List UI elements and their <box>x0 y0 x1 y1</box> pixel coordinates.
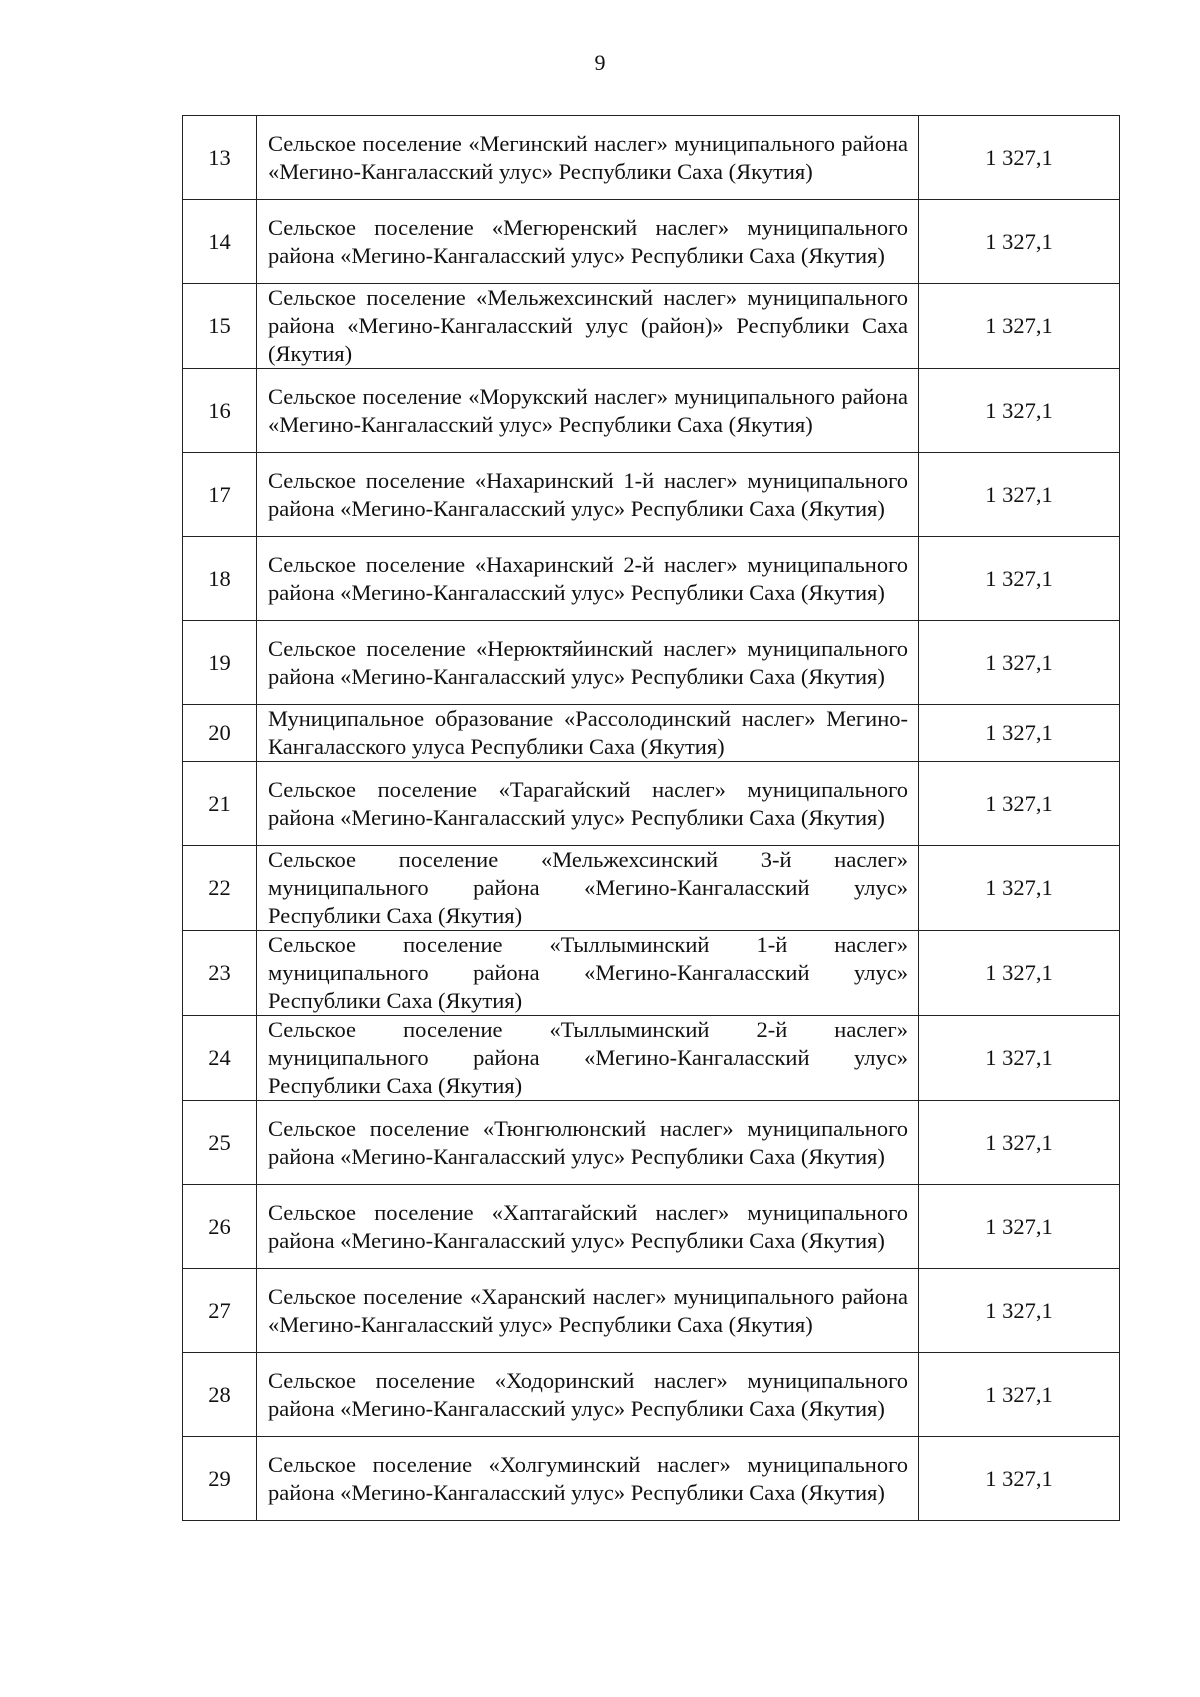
municipality-name: Сельское поселение «Тарагайский наслег» муниципального района «Мегино-Кангаласский улус» Республики Саха (Якутия) <box>257 762 919 846</box>
table-row <box>183 705 1120 762</box>
row-number: 24 <box>183 1016 257 1101</box>
table-row <box>183 369 1120 453</box>
municipality-name: Сельское поселение «Харанский наслег» муниципального района «Мегино-Кангаласский улус» Республики Саха (Якутия) <box>257 1269 919 1353</box>
amount-value: 1 327,1 <box>919 931 1120 1016</box>
table-row <box>183 762 1120 846</box>
table-row <box>183 284 1120 369</box>
amount-value: 1 327,1 <box>919 200 1120 284</box>
municipality-name: Сельское поселение «Ходоринский наслег» муниципального района «Мегино-Кангаласский улус» Республики Саха (Якутия) <box>257 1353 919 1437</box>
municipality-name: Сельское поселение «Хаптагайский наслег» муниципального района «Мегино-Кангаласский улус» Республики Саха (Якутия) <box>257 1185 919 1269</box>
row-number: 26 <box>183 1185 257 1269</box>
table-row <box>183 621 1120 705</box>
table-row <box>183 116 1120 200</box>
municipality-name: Сельское поселение «Морукский наслег» муниципального района «Мегино-Кангаласский улус» Республики Саха (Якутия) <box>257 369 919 453</box>
amount-value: 1 327,1 <box>919 369 1120 453</box>
row-number: 18 <box>183 537 257 621</box>
table-row <box>183 846 1120 931</box>
amount-value: 1 327,1 <box>919 537 1120 621</box>
table-body <box>183 116 1120 1521</box>
row-number: 28 <box>183 1353 257 1437</box>
table-row <box>183 537 1120 621</box>
amount-value: 1 327,1 <box>919 1101 1120 1185</box>
amount-value: 1 327,1 <box>919 284 1120 369</box>
page-number: 9 <box>594 50 606 75</box>
table-row <box>183 1437 1120 1521</box>
municipality-name: Сельское поселение «Тыллыминский 1-й наслег» муниципального района «Мегино-Кангаласский улус» Республики Саха (Якутия) <box>257 931 919 1016</box>
municipality-name: Сельское поселение «Тыллыминский 2-й наслег» муниципального района «Мегино-Кангаласский улус» Республики Саха (Якутия) <box>257 1016 919 1101</box>
amount-value: 1 327,1 <box>919 621 1120 705</box>
amount-value: 1 327,1 <box>919 1269 1120 1353</box>
table-row <box>183 931 1120 1016</box>
row-number: 17 <box>183 453 257 537</box>
municipality-name: Сельское поселение «Тюнгюлюнский наслег» муниципального района «Мегино-Кангаласский улус» Республики Саха (Якутия) <box>257 1101 919 1185</box>
municipality-name: Сельское поселение «Нерюктяйинский наслег» муниципального района «Мегино-Кангаласский улус» Республики Саха (Якутия) <box>257 621 919 705</box>
municipality-name: Муниципальное образование «Рассолодинский наслег» Мегино-Кангаласского улуса Республики Саха (Якутия) <box>257 705 919 762</box>
row-number: 21 <box>183 762 257 846</box>
row-number: 14 <box>183 200 257 284</box>
municipality-name: Сельское поселение «Холгуминский наслег» муниципального района «Мегино-Кангаласский улус» Республики Саха (Якутия) <box>257 1437 919 1521</box>
table-row <box>183 1185 1120 1269</box>
table-row <box>183 1269 1120 1353</box>
municipality-name: Сельское поселение «Мегинский наслег» муниципального района «Мегино-Кангаласский улус» Республики Саха (Якутия) <box>257 116 919 200</box>
row-number: 13 <box>183 116 257 200</box>
amount-value: 1 327,1 <box>919 1016 1120 1101</box>
amount-value: 1 327,1 <box>919 1437 1120 1521</box>
row-number: 25 <box>183 1101 257 1185</box>
row-number: 15 <box>183 284 257 369</box>
row-number: 16 <box>183 369 257 453</box>
row-number: 23 <box>183 931 257 1016</box>
row-number: 22 <box>183 846 257 931</box>
amount-value: 1 327,1 <box>919 705 1120 762</box>
table-row <box>183 1016 1120 1101</box>
municipality-name: Сельское поселение «Нахаринский 1-й наслег» муниципального района «Мегино-Кангаласский улус» Республики Саха (Якутия) <box>257 453 919 537</box>
amount-value: 1 327,1 <box>919 762 1120 846</box>
table-row <box>183 453 1120 537</box>
row-number: 19 <box>183 621 257 705</box>
row-number: 27 <box>183 1269 257 1353</box>
amount-value: 1 327,1 <box>919 1185 1120 1269</box>
municipality-name: Сельское поселение «Нахаринский 2-й наслег» муниципального района «Мегино-Кангаласский улус» Республики Саха (Якутия) <box>257 537 919 621</box>
amount-value: 1 327,1 <box>919 116 1120 200</box>
amount-value: 1 327,1 <box>919 846 1120 931</box>
amount-value: 1 327,1 <box>919 1353 1120 1437</box>
municipality-name: Сельское поселение «Мегюренский наслег» муниципального района «Мегино-Кангаласский улус» Республики Саха (Якутия) <box>257 200 919 284</box>
municipality-name: Сельское поселение «Мельжехсинский наслег» муниципального района «Мегино-Кангаласский улус (район)» Республики Саха (Якутия) <box>257 284 919 369</box>
row-number: 20 <box>183 705 257 762</box>
table-row <box>183 1353 1120 1437</box>
row-number: 29 <box>183 1437 257 1521</box>
allocation-table <box>182 115 1120 1521</box>
table-row <box>183 1101 1120 1185</box>
municipality-name: Сельское поселение «Мельжехсинский 3-й наслег» муниципального района «Мегино-Кангаласский улус» Республики Саха (Якутия) <box>257 846 919 931</box>
table-row <box>183 200 1120 284</box>
amount-value: 1 327,1 <box>919 453 1120 537</box>
